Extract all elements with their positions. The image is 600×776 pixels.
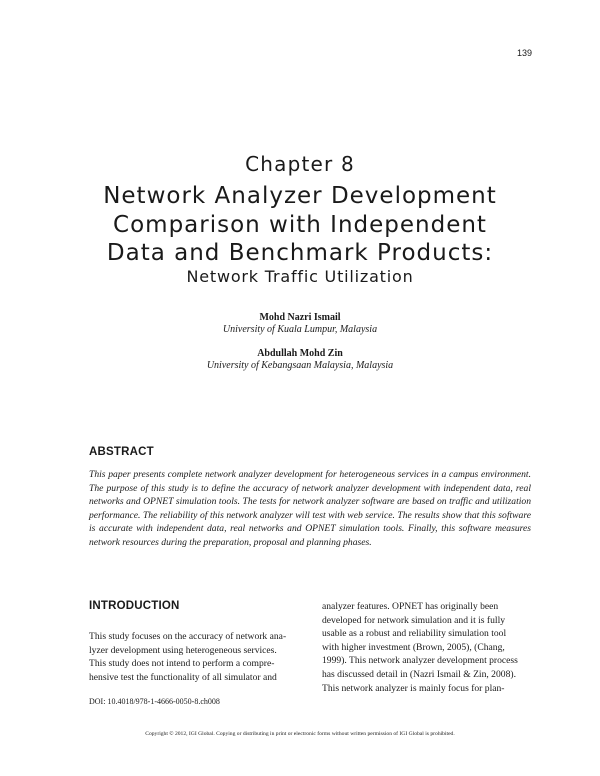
author-block xyxy=(0,312,600,336)
author-affiliation: University of Kuala Lumpur, Malaysia xyxy=(222,324,378,335)
body-text-line: with higher investment (Brown, 2005), (Chang, xyxy=(322,641,505,653)
chapter-title-line: Network Analyzer Development xyxy=(103,183,497,209)
body-text-line: lyzer development using heterogeneous services. xyxy=(89,644,277,656)
copyright-notice: Copyright © 2012, IGI Global. Copying or distributing in print or electronic forms without written permission of IGI Global is prohibited. xyxy=(145,731,455,737)
chapter-title-line: Data and Benchmark Products: xyxy=(106,240,494,266)
author-name: Mohd Nazri Ismail xyxy=(259,312,341,323)
introduction-heading: INTRODUCTION xyxy=(89,600,180,612)
chapter-label: Chapter 8 xyxy=(245,152,355,176)
body-text-line: developed for network simulation and it is fully xyxy=(322,614,506,626)
body-text-line: 1999). This network analyzer development process xyxy=(322,655,518,667)
body-text-line: This study focuses on the accuracy of network ana- xyxy=(89,631,287,642)
body-text-line: This network analyzer is mainly focus for plan- xyxy=(322,682,505,694)
body-text-line: has discussed detail in (Nazri Ismail & Zin, 2008). xyxy=(322,668,516,680)
abstract-text: This paper presents complete network analyzer development for heterogeneous services in a campus environment. The purpose of this study is to define the accuracy of network analyzer development with independent data, real networks and OPNET simulation tools. The tests for network analyzer software are based on traffic and utilization performance. The reliability of this network analyzer will test with web service. The results show that this software is accurate with independent data, real networks and OPNET simulation tools. Finally, this software measures network resources during the preparation, proposal and planning phases. xyxy=(89,469,531,548)
page-number: 139 xyxy=(516,48,532,58)
chapter-title xyxy=(0,182,600,268)
body-text-line: hensive test the functionality of all simulator and xyxy=(89,671,277,683)
doi: DOI: 10.4018/978-1-4666-0050-8.ch008 xyxy=(89,697,220,706)
abstract-heading: ABSTRACT xyxy=(89,446,154,458)
body-text-line: analyzer features. OPNET has originally been xyxy=(322,601,499,612)
body-text-line: This study does not intend to perform a compre- xyxy=(89,658,275,670)
author-block xyxy=(0,348,600,372)
author-name: Abdullah Mohd Zin xyxy=(257,348,343,359)
body-text-line: usable as a robust and reliability simulation tool xyxy=(322,628,507,640)
chapter-subtitle: Network Traffic Utilization xyxy=(186,267,414,286)
chapter-title-line: Comparison with Independent xyxy=(113,211,487,238)
introduction-left-column xyxy=(89,630,303,684)
author-affiliation: University of Kebangsaan Malaysia, Malaysia xyxy=(206,360,394,371)
introduction-right-column xyxy=(322,600,532,695)
